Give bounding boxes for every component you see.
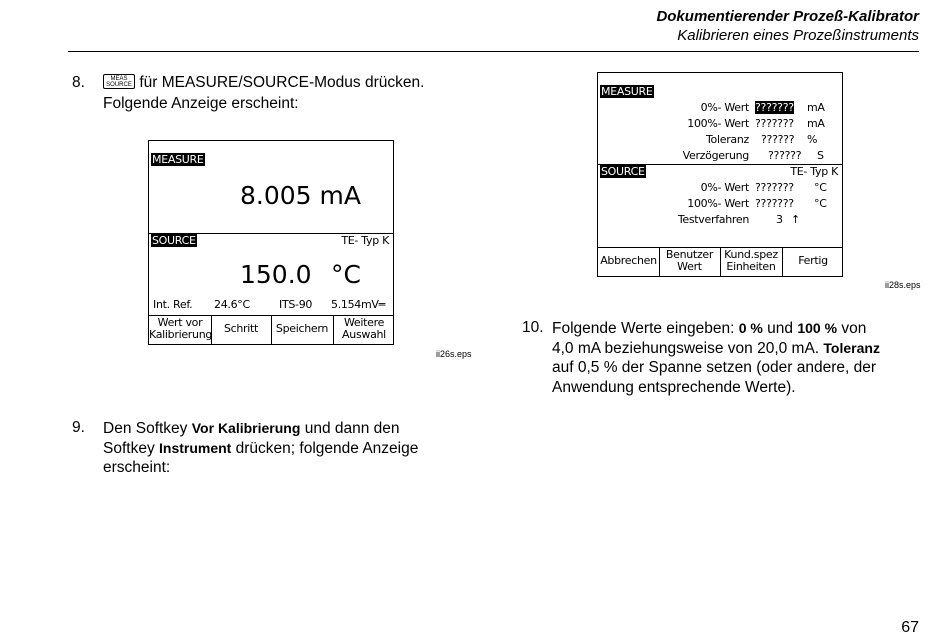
source-0-value[interactable]: ??????? (755, 181, 794, 194)
step-10-line1: Folgende Werte eingeben: 0 % und 100 % von (552, 320, 867, 337)
page-number: 67 (901, 619, 919, 636)
step-8-text1: für MEASURE/SOURCE-Modus drücken. (139, 74, 425, 91)
up-arrow-icon: ↑ (791, 213, 800, 226)
millivolt-value: 5.154mV═ (331, 298, 385, 311)
source-tag: SOURCE (601, 165, 645, 178)
measure-tag: MEASURE (601, 85, 653, 98)
measure-0-label: 0%- Wert (700, 101, 749, 114)
delay-unit: S (817, 149, 824, 162)
ref-label: Int. Ref. (153, 298, 193, 311)
delay-label: Verzögerung (682, 149, 749, 162)
step-9-line3: erscheint: (103, 459, 171, 476)
test-procedure-value[interactable]: 3 (776, 213, 783, 226)
softkey-abbrechen[interactable]: Abbrechen (600, 254, 657, 267)
its-scale: ITS-90 (279, 298, 313, 311)
source-unit: °C (331, 260, 361, 289)
source-100-value[interactable]: ??????? (755, 197, 794, 210)
measure-tag: MEASURE (152, 153, 204, 166)
tolerance-label: Toleranz (705, 133, 749, 146)
source-tag: SOURCE (152, 234, 196, 247)
softkey-schritt[interactable]: Schritt (223, 322, 259, 335)
step-10-line3: auf 0,5 % der Spanne setzen (oder andere, der (552, 359, 876, 376)
measure-value: 8.005 mA (240, 181, 361, 210)
measure-100-label: 100%- Wert (687, 117, 749, 130)
source-0-label: 0%- Wert (700, 181, 749, 194)
step-8-line1 (103, 73, 424, 93)
softkey-weitere-auswahl[interactable]: Weitere Auswahl (342, 316, 386, 341)
source-100-label: 100%- Wert (687, 197, 749, 210)
step-9-line2: Softkey Instrument drücken; folgende Anzeige (103, 440, 419, 457)
measure-source-screen (148, 140, 394, 345)
step-10-line2: 4,0 mA beziehungsweise von 20,0 mA. Toleranz (552, 340, 880, 357)
source-type: TE- Typ K (790, 165, 838, 178)
softkey-kund-spez-einheiten[interactable]: Kund.spez Einheiten (724, 248, 778, 273)
document-title: Dokumentierender Prozeß-Kalibrator (656, 8, 919, 25)
step-9-number: 9. (72, 419, 85, 436)
meas-source-key-icon: MEAS SOURCE (103, 74, 135, 89)
step-8-text2: Folgende Anzeige erscheint: (103, 95, 299, 112)
measure-0-unit: mA (807, 101, 825, 114)
step-10-line4: Anwendung entsprechende Werte). (552, 379, 796, 396)
step-8-number: 8. (72, 74, 85, 91)
source-type: TE- Typ K (341, 234, 389, 247)
step-10-number: 10. (522, 319, 544, 336)
tolerance-unit: % (807, 133, 818, 146)
measure-0-value[interactable]: ??????? (755, 101, 794, 114)
figure-caption-2: ii28s.eps (885, 280, 921, 290)
ref-temp: 24.6°C (214, 298, 250, 311)
source-value: 150.0 (240, 260, 312, 289)
softkey-speichern[interactable]: Speichern (275, 322, 329, 335)
step-9-line1: Den Softkey Vor Kalibrierung und dann den (103, 420, 400, 437)
test-procedure-label: Testverfahren (677, 213, 749, 226)
instrument-setup-screen (597, 72, 843, 277)
source-100-unit: °C (814, 197, 827, 210)
source-0-unit: °C (814, 181, 827, 194)
section-subtitle: Kalibrieren eines Prozeßinstruments (677, 27, 919, 44)
softkey-benutzer-wert[interactable]: Benutzer Wert (665, 248, 714, 273)
softkey-fertig[interactable]: Fertig (798, 254, 828, 267)
measure-100-unit: mA (807, 117, 825, 130)
figure-caption-1: ii26s.eps (436, 349, 472, 359)
delay-value[interactable]: ?????? (768, 149, 802, 162)
tolerance-value[interactable]: ?????? (761, 133, 795, 146)
header-divider (68, 51, 919, 52)
softkey-wert-vor-kalibrierung[interactable]: Wert vor Kalibrierung (149, 316, 213, 341)
measure-100-value[interactable]: ??????? (755, 117, 794, 130)
